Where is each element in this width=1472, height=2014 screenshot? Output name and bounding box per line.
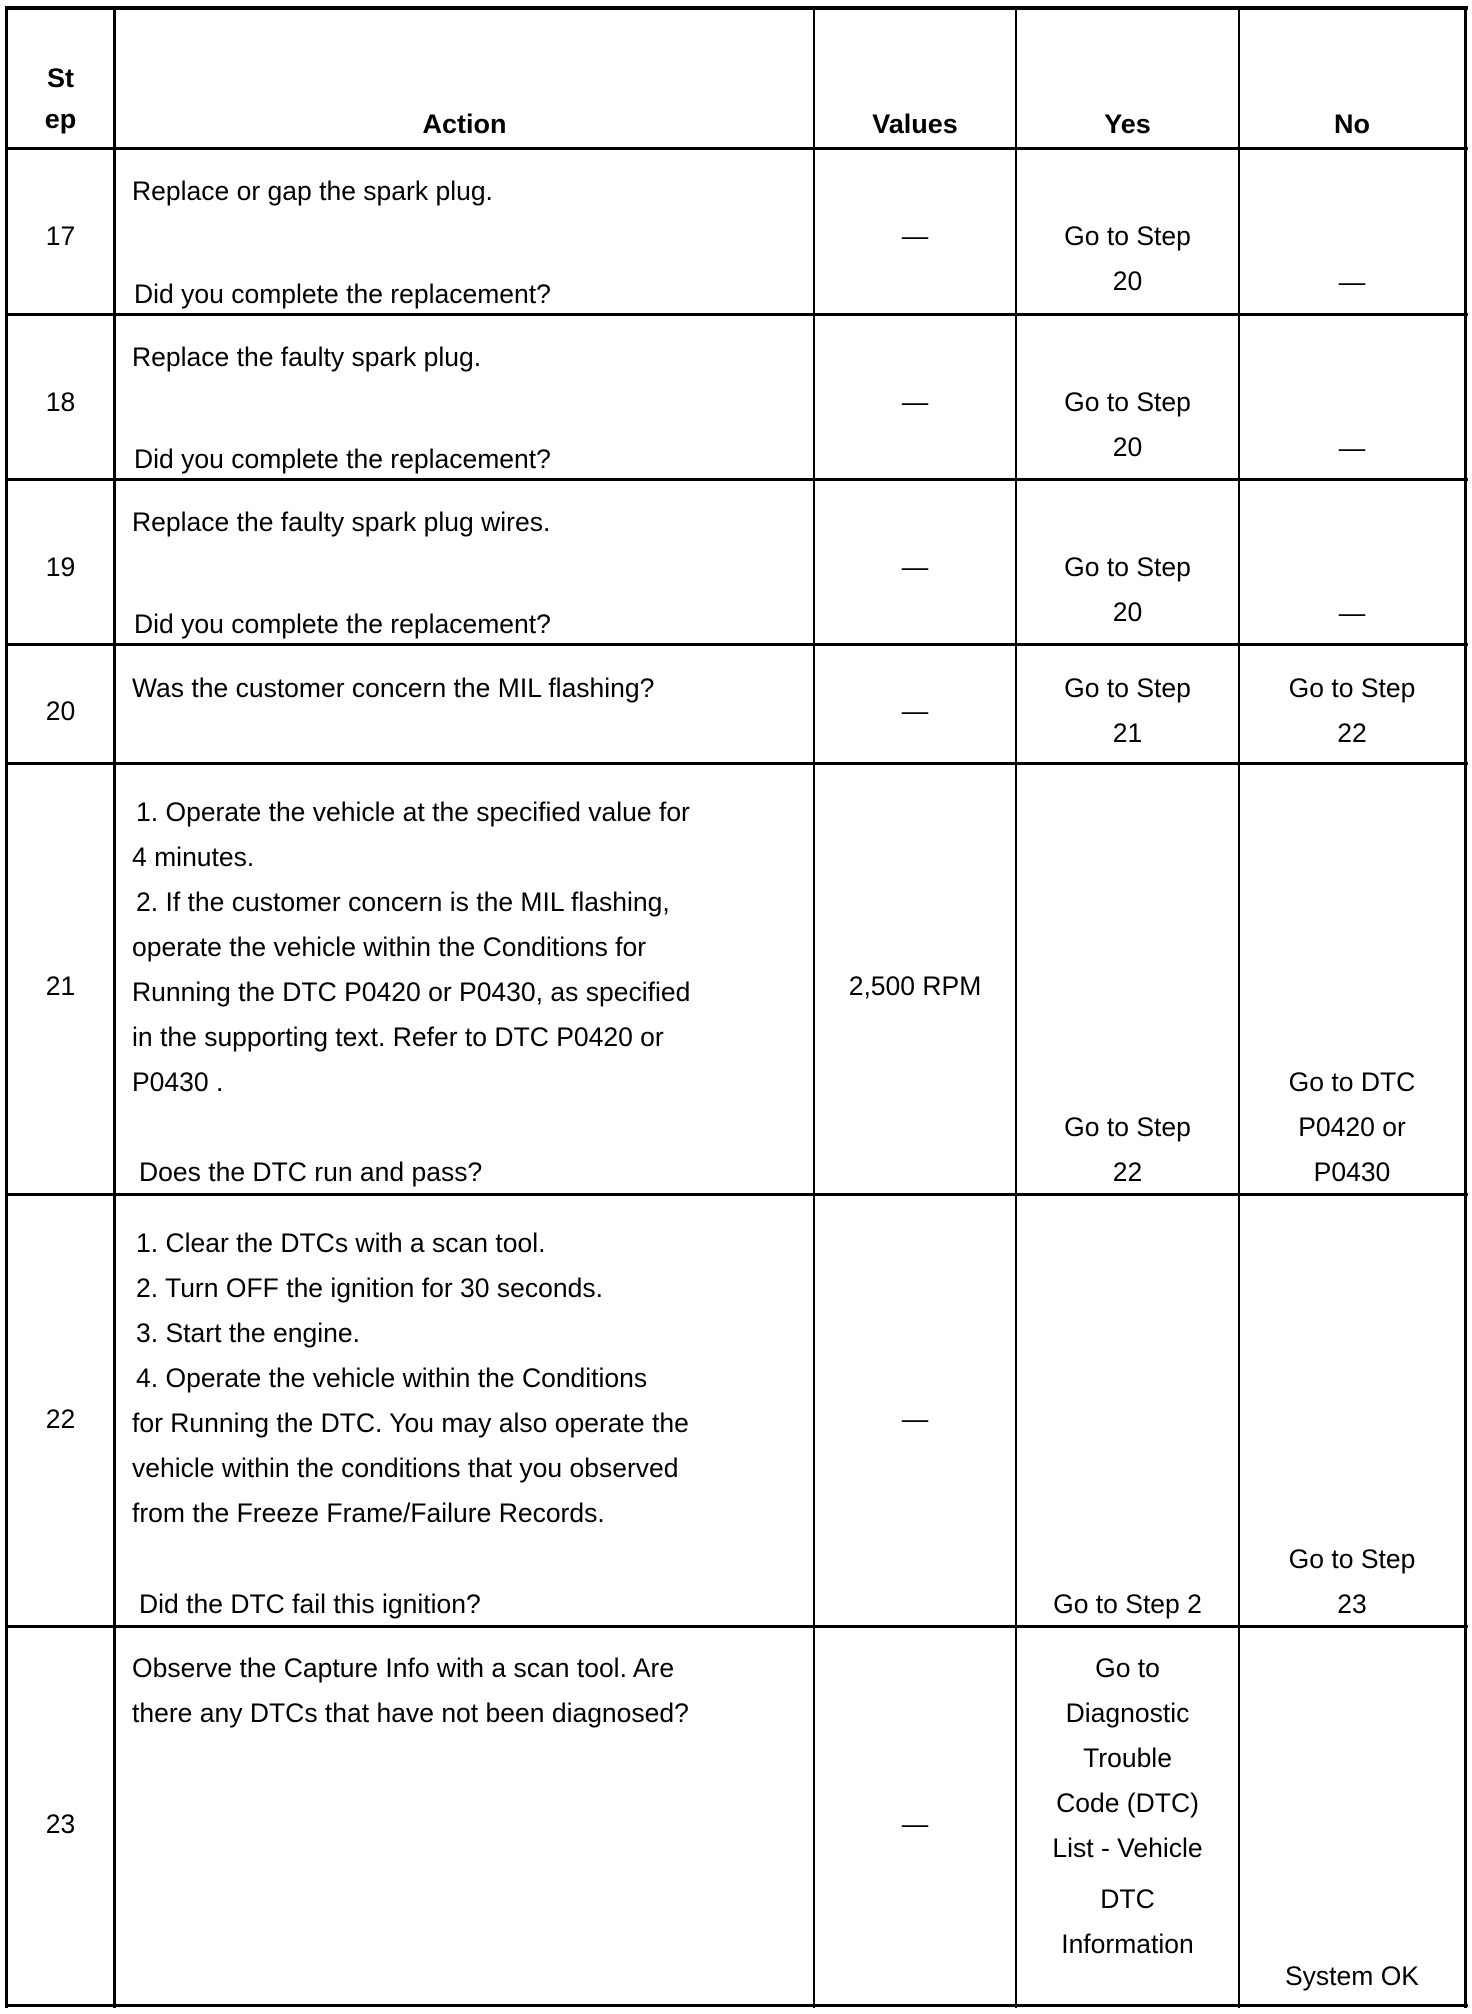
row-21-step: 21 xyxy=(45,971,76,1001)
row-22-no-line: Go to Step xyxy=(1288,1544,1416,1574)
row-19-action-line: Replace the faulty spark plug wires. xyxy=(132,507,551,537)
row-21-no-line: P0430 xyxy=(1313,1157,1391,1187)
row-17-value: — xyxy=(901,221,929,251)
row-20-yes-line: Go to Step xyxy=(1064,673,1191,703)
row-22-action-line: 3. Start the engine. xyxy=(136,1318,360,1348)
row-23-yes-line: DTC xyxy=(1100,1884,1155,1914)
diagnostic-table xyxy=(5,6,1468,2008)
row-21-action-line: P0430 . xyxy=(132,1067,224,1097)
row-22-no xyxy=(1240,1537,1464,1627)
header-step-line2: ep xyxy=(44,104,77,134)
row-17-yes xyxy=(1017,214,1238,304)
row-20-no xyxy=(1240,666,1464,756)
row-23-step: 23 xyxy=(45,1809,76,1839)
row-18-value: — xyxy=(901,387,929,417)
header-values: Values xyxy=(872,109,958,139)
header-no: No xyxy=(1334,109,1370,139)
row-20-yes-line: 21 xyxy=(1112,718,1143,748)
row-22-value: — xyxy=(901,1404,929,1434)
row-22-action-line: 2. Turn OFF the ignition for 30 seconds. xyxy=(136,1273,603,1303)
row-17-yes-line: Go to Step xyxy=(1064,221,1191,251)
row-23-yes-line: Information xyxy=(1061,1929,1194,1959)
header-yes: Yes xyxy=(1104,109,1151,139)
row-18-yes-line: Go to Step xyxy=(1064,387,1191,417)
row-22-no-line: 23 xyxy=(1337,1589,1367,1619)
row-23-yes-line: Go to xyxy=(1095,1653,1160,1683)
row-21-action-line: 2. If the customer concern is the MIL flashing, xyxy=(136,887,670,917)
row-21-action-line: 1. Operate the vehicle at the specified value for xyxy=(136,797,690,827)
row-21-no-line: Go to DTC xyxy=(1288,1067,1416,1097)
row-23-action-line: Observe the Capture Info with a scan tool. Are xyxy=(132,1653,675,1683)
row-18-yes-line: 20 xyxy=(1112,432,1143,462)
row-18-action-line: Replace the faulty spark plug. xyxy=(132,342,482,372)
row-19-yes-line: 20 xyxy=(1112,597,1143,627)
row-23-yes-line: Diagnostic xyxy=(1065,1698,1190,1728)
row-21-action-line: Running the DTC P0420 or P0430, as specified xyxy=(132,977,691,1007)
row-19-value: — xyxy=(901,552,929,582)
row-21-yes-line: 22 xyxy=(1112,1157,1143,1187)
row-18-yes xyxy=(1017,380,1238,470)
row-20-no-line: 22 xyxy=(1337,718,1367,748)
row-20-step: 20 xyxy=(45,696,76,726)
row-19-yes-line: Go to Step xyxy=(1064,552,1191,582)
row-22-action-question: Did the DTC fail this ignition? xyxy=(139,1589,481,1619)
row-22-yes-line: Go to Step 2 xyxy=(1053,1589,1202,1619)
row-21-yes-line: Go to Step xyxy=(1064,1112,1191,1142)
row-21-action-line: operate the vehicle within the Conditions for xyxy=(132,932,647,962)
row-18-no: — xyxy=(1338,433,1366,463)
row-21-action-line: in the supporting text. Refer to DTC P0420 or xyxy=(132,1022,664,1052)
row-20-value: — xyxy=(901,696,929,726)
row-23-action-line: there any DTCs that have not been diagnosed? xyxy=(132,1698,689,1728)
header-step-line1: St xyxy=(47,63,74,93)
row-22-step: 22 xyxy=(45,1404,76,1434)
row-17-step: 17 xyxy=(45,221,76,251)
row-23-action xyxy=(132,1646,807,1736)
row-22-action-line: from the Freeze Frame/Failure Records. xyxy=(132,1498,605,1528)
row-21-yes xyxy=(1017,1105,1238,1195)
row-22-action-line: 4. Operate the vehicle within the Conditions xyxy=(136,1363,648,1393)
row-17-yes-line: 20 xyxy=(1112,266,1143,296)
row-22-action-line: 1. Clear the DTCs with a scan tool. xyxy=(136,1228,546,1258)
row-18-step: 18 xyxy=(45,387,76,417)
header-action: Action xyxy=(422,109,507,139)
grid-border-bottom xyxy=(5,2004,1468,2007)
row-23-no xyxy=(1240,1954,1464,1999)
row-21-action-line: 4 minutes. xyxy=(132,842,255,872)
row-23-yes-line: Trouble xyxy=(1083,1743,1172,1773)
row-17-action-line: Replace or gap the spark plug. xyxy=(132,176,493,206)
grid-col-step xyxy=(113,6,116,2008)
row-22-action-line: for Running the DTC. You may also operate the xyxy=(132,1408,689,1438)
row-22-yes xyxy=(1017,1582,1238,1627)
row-20-yes xyxy=(1017,666,1238,756)
row-21-value: 2,500 RPM xyxy=(848,971,982,1001)
row-23-yes-line: Code (DTC) xyxy=(1056,1788,1199,1818)
row-17-action-question: Did you complete the replacement? xyxy=(134,279,551,309)
grid-col-yes xyxy=(1238,6,1240,2008)
row-21-no-line: P0420 or xyxy=(1298,1112,1406,1142)
row-22-action xyxy=(132,1221,807,1536)
row-21-no xyxy=(1240,1060,1464,1195)
row-20-action-line: Was the customer concern the MIL flashing? xyxy=(132,673,655,703)
row-17-no: — xyxy=(1338,267,1366,297)
grid-row-header xyxy=(5,147,1468,150)
header-step xyxy=(8,58,113,140)
row-19-yes xyxy=(1017,545,1238,635)
row-18-action-question: Did you complete the replacement? xyxy=(134,444,551,474)
row-21-action xyxy=(132,790,807,1105)
row-23-value: — xyxy=(901,1809,929,1839)
row-19-action-question: Did you complete the replacement? xyxy=(134,609,551,639)
row-23-no-line: System OK xyxy=(1284,1961,1419,1991)
row-19-no: — xyxy=(1338,598,1366,628)
row-19-step: 19 xyxy=(45,552,76,582)
grid-border-top xyxy=(5,6,1468,10)
row-22-action-line: vehicle within the conditions that you observed xyxy=(132,1453,679,1483)
row-23-yes xyxy=(1017,1646,1238,1967)
grid-border-right xyxy=(1464,6,1467,2008)
row-23-yes-line: List - Vehicle xyxy=(1052,1833,1203,1863)
grid-row-20 xyxy=(5,762,1468,765)
row-21-action-question: Does the DTC run and pass? xyxy=(139,1157,483,1187)
row-20-no-line: Go to Step xyxy=(1288,673,1416,703)
